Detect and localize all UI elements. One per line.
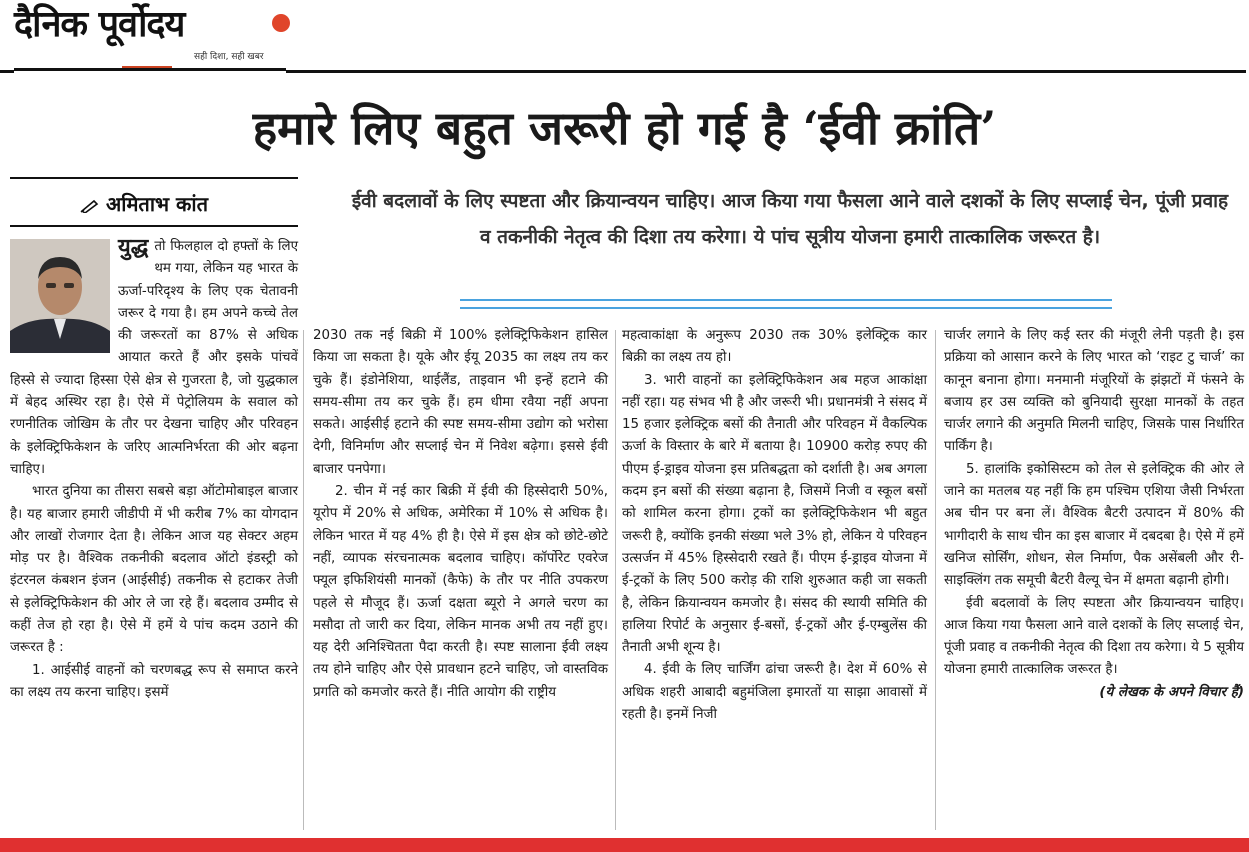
column-1-paragraph: तो फिलहाल दो हफ्तों के लिए थम गया, लेकिन यह भारत के ऊर्जा-परिदृश्य के लिए एक चेतावनी जरूर दे गया है। हम अपने कच्चे तेल की जरूरतों का 87% से अधिक आयात करते हैं और इसके पांचवें हिस्से से ज्यादा हिस्सा ऐसे क्षेत्र से गुजरता है, जो युद्धकाल में बेहद अस्थिर रहा है। ऐसे में पेट्रोलियम के सवाल को रणनीतिक जोखिम के तौर पर देखना चाहिए और परिवहन के इलेक्ट्रिफिकेशन के जरिए आत्मनिर्भरता की ओर बढ़ना चाहिए। — [10, 239, 298, 477]
byline — [80, 190, 208, 217]
column-3-paragraph: 3. भारी वाहनों का इलेक्ट्रिफिकेशन अब महज आकांक्षा नहीं रहा। यह संभव भी है और जरूरी भी। प्रधानमंत्री ने संसद में 15 हजार इलेक्ट्रिक बसों की तैनाती और परिवहन में वैकल्पिक ऊर्जा के विस्तार के बारे में बताया है। 10900 करोड़ रुपए की पीएम ई-ड्राइव योजना इस प्रतिबद्धता को दर्शाती है। अब अगला कदम इन बसों की संख्या बढ़ाना है, जिसमें निजी व स्कूल बसों को शामिल करना होगा। ट्रकों का इलेक्ट्रिफिकेशन भी बहुत जरूरी है, क्योंकि इनकी संख्या भले 3% हो, लेकिन ये परिवहन उत्सर्जन में 45% हिस्सेदारी रखते हैं। पीएम ई-ड्राइव योजना में ई-ट्रकों के लिए 500 करोड़ की राशि शुरुआत कही जा सकती है, लेकिन क्रियान्वयन कमजोर है। संसद की स्थायी समिति की हालिया रिपोर्ट के अनुसार ई-बसों, ई-ट्रकों और ई-एम्बुलेंस की तैनाती अभी शून्य है। — [622, 372, 927, 656]
column-3-paragraph: 4. ईवी के लिए चार्जिंग ढांचा जरूरी है। देश में 60% से अधिक शहरी आबादी बहुमंजिला इमारतों या साझा आवासों में रहती है। इनमें निजी — [622, 662, 927, 723]
article-column-1 — [10, 236, 298, 704]
column-4-paragraph: ईवी बदलावों के लिए स्पष्टता और क्रियान्वयन चाहिए। आज किया गया फैसला आने वाले दशकों के लिए सप्लाई चेन, पूंजी प्रवाह व तकनीकी नेतृत्व की दिशा तय करेगा। ये 5 सूत्रीय योजना हमारी तात्कालिक जरूरत है। — [944, 595, 1244, 678]
column-2-paragraph: 2030 तक नई बिक्री में 100% इलेक्ट्रिफिकेशन हासिल किया जा सकता है। यूके और ईयू 2035 का लक्ष्य तय कर चुके हैं। इंडोनेशिया, थाईलैंड, ताइवान भी इन्हें हटाने की समय-सीमा तय कर चुके हैं। हम धीमा रवैया नहीं अपना सकते। आईसीई हटाने की स्पष्ट समय-सीमा उद्योग को भरोसा देगी, विनिर्माण और सप्लाई चेन में निवेश बढ़ेगा। इससे ईवी बाजार पनपेगा। — [313, 328, 608, 477]
author-disclaimer: (ये लेखक के अपने विचार हैं) — [1099, 684, 1244, 700]
byline-rule-top — [10, 177, 298, 179]
logo-dot-icon — [272, 14, 290, 32]
column-1-paragraph: भारत दुनिया का तीसरा सबसे बड़ा ऑटोमोबाइल बाजार है। यह बाजार हमारी जीडीपी में भी करीब 7% का योगदान और लाखों रोजगार देता है। लेकिन आज यह सेक्टर अहम मोड़ पर है। वैश्विक तकनीकी बदलाव ऑटो इंडस्ट्री को इंटरनल कंबशन इंजन (आईसीई) तकनीक से हटाकर तेजी से इलेक्ट्रिफिकेशन की ओर ले जा रहे हैं। बदलाव उम्मीद से कहीं तेज हो रहा है। ऐसे में हमें ये पांच कदम उठाने की जरूरत है : — [10, 484, 298, 656]
newspaper-logo: दैनिक पूर्वोदय — [14, 4, 185, 45]
standfirst-rule-1 — [460, 299, 1112, 301]
column-4-paragraph: 5. हालांकि इकोसिस्टम को तेल से इलेक्ट्रिक की ओर ले जाने का मतलब यह नहीं कि हम पश्चिम एशिया जैसी निर्भरता अब चीन पर बना लें। वैश्विक बैटरी उत्पादन में 80% की भागीदारी के साथ चीन का इस बाजार में दबदबा है। ऐसे में हमें खनिज सोर्सिंग, शोधन, सेल निर्माण, पैक असेंबली और री-साइक्लिंग तक समूची बैटरी वैल्यू चेन में क्षमता बढ़ानी होगी। — [944, 461, 1244, 589]
column-3-paragraph: महत्वाकांक्षा के अनुरूप 2030 तक 30% इलेक्ट्रिक कार बिक्री का लक्ष्य तय हो। — [622, 328, 927, 366]
column-1-paragraph: 1. आईसीई वाहनों को चरणबद्ध रूप से समाप्त करने का लक्ष्य तय करना चाहिए। इसमें — [10, 662, 298, 700]
column-divider — [615, 330, 616, 830]
masthead — [14, 4, 286, 72]
column-4-paragraph: चार्जर लगाने के लिए कई स्तर की मंजूरी लेनी पड़ती है। इस प्रक्रिया को आसान करने के लिए भारत को ‘राइट टु चार्ज’ का कानून बनाना होगा। मनमानी मंजूरियों के झंझटों में फंसने के बजाय हर उस व्यक्ति को बुनियादी सुरक्षा मानकों के तहत चार्जर लगाने की अनुमति मिलनी चाहिए, जिसके पास निर्धारित पार्किंग है। — [944, 328, 1244, 455]
photo-space — [10, 236, 118, 354]
top-rule — [286, 70, 1246, 73]
author-name: अमिताभ कांत — [106, 192, 208, 216]
masthead-tagline: सही दिशा, सही खबर — [194, 52, 264, 62]
standfirst: ईवी बदलावों के लिए स्पष्टता और क्रियान्वयन चाहिए। आज किया गया फैसला आने वाले दशकों के लिए सप्लाई चेन, पूंजी प्रवाह व तकनीकी नेतृत्व की दिशा तय करेगा। ये पांच सूत्रीय योजना हमारी तात्कालिक जरूरत है। — [351, 190, 1229, 248]
byline-rule-bottom — [10, 225, 298, 227]
dropcap-word: युद्ध — [118, 235, 149, 260]
article-column-4 — [944, 325, 1244, 704]
bottom-bar — [0, 838, 1249, 852]
masthead-rule — [14, 68, 286, 71]
article-column-3 — [622, 325, 927, 726]
column-divider — [935, 330, 936, 830]
standfirst-rule-2 — [460, 307, 1112, 309]
pen-icon — [80, 199, 100, 213]
article-column-2 — [313, 325, 608, 704]
top-rule-left — [0, 70, 14, 73]
column-2-paragraph: 2. चीन में नई कार बिक्री में ईवी की हिस्सेदारी 50%, यूरोप में 20% से अधिक, अमेरिका में 10% से अधिक है। लेकिन भारत में यह 4% ही है। ऐसे में इस क्षेत्र को छोटे-छोटे नहीं, व्यापक संरचनात्मक बदलाव चाहिए। कॉर्पोरेट एवरेज फ्यूल इफिशियंसी मानकों (कैफे) के तौर पर नीति उपकरण पहले से मौजूद हैं। ऊर्जा दक्षता ब्यूरो ने अगले चरण का मसौदा तो जारी कर दिया, लेकिन मानक अभी तय नहीं हुए। यह देरी अनिश्चितता पैदा करती है। स्पष्ट सालाना ईवी लक्ष्य तय होने चाहिए और ऐसे प्रावधान हटने चाहिए, जो वास्तविक प्रगति को कमजोर करते हैं। नीति आयोग की राष्ट्रीय — [313, 484, 608, 700]
article-headline: हमारे लिए बहुत जरूरी हो गई है ‘ईवी क्रांति’ — [252, 101, 997, 155]
column-divider — [303, 330, 304, 830]
